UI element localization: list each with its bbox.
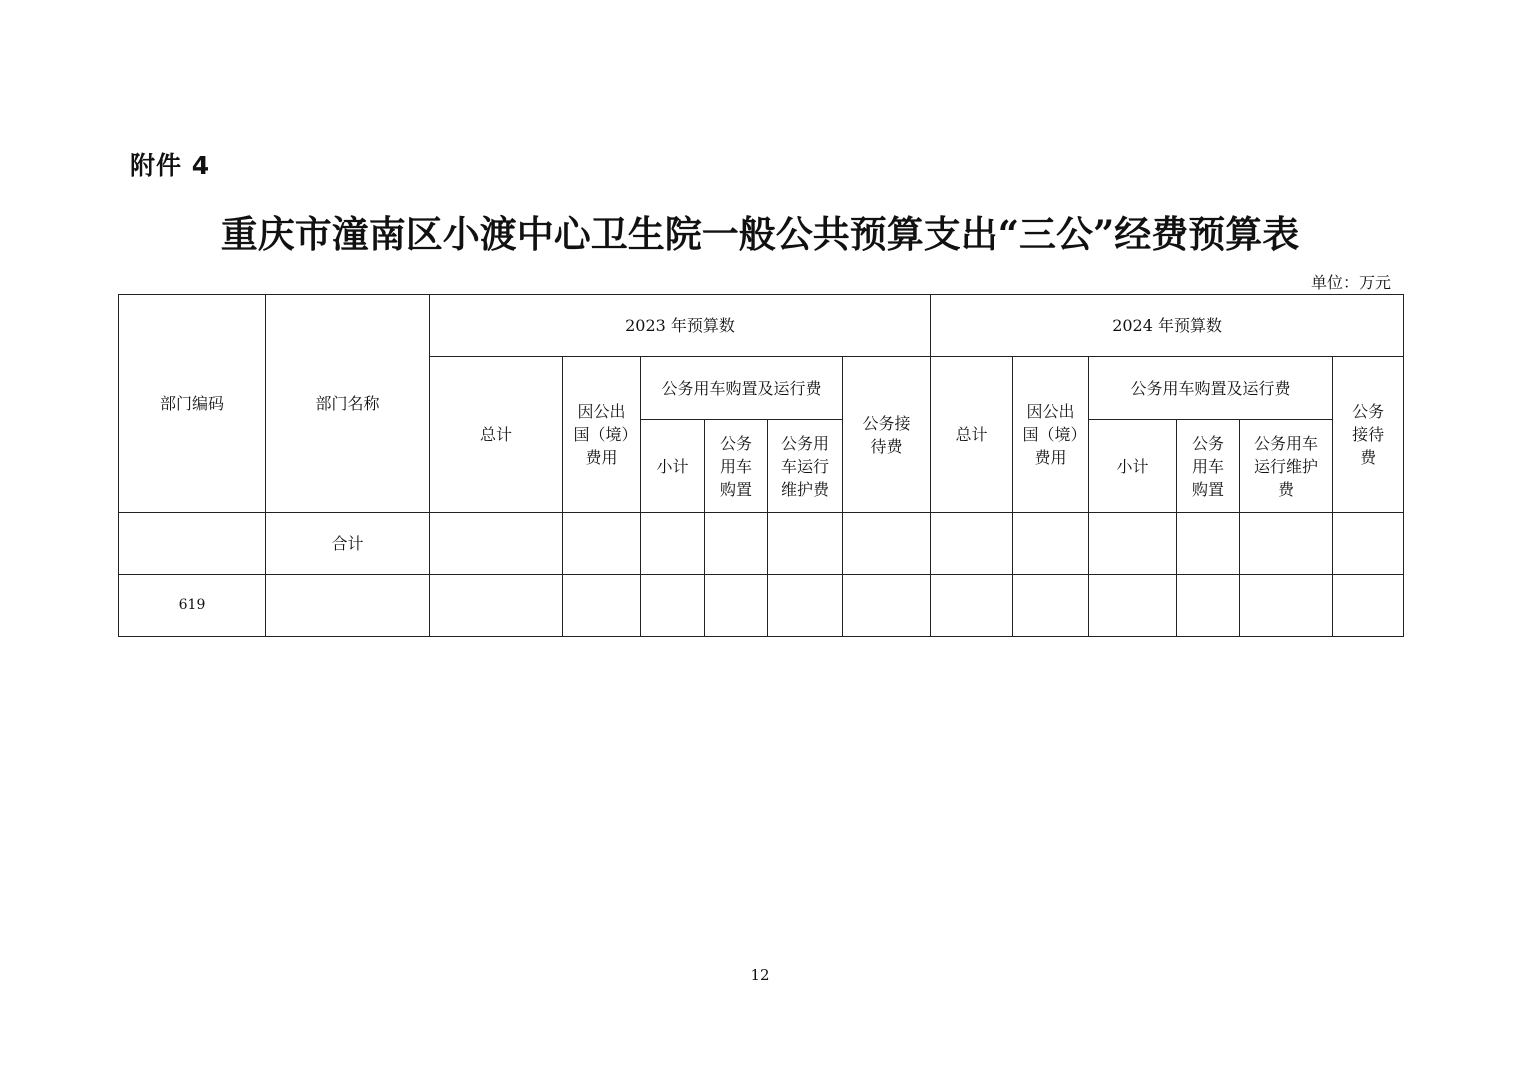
header-2024-vehicle-group: 公务用车购置及运行费 xyxy=(1089,357,1333,420)
header-2024-budget: 2024 年预算数 xyxy=(931,295,1404,357)
table-row xyxy=(119,513,1404,575)
page-title: 重庆市潼南区小渡中心卫生院一般公共预算支出“三公”经费预算表 xyxy=(220,212,1300,256)
header-2023-budget: 2023 年预算数 xyxy=(430,295,931,357)
unit-label: 单位：万元 xyxy=(1310,273,1391,292)
header-2024-total: 总计 xyxy=(931,357,1013,513)
header-2024-abroad: 因公出国（境）费用 xyxy=(1013,357,1089,513)
header-2023-reception: 公务接待费 xyxy=(843,357,931,513)
header-2023-total: 总计 xyxy=(430,357,563,513)
header-2023-vehicle-maintenance: 公务用车运行维护费 xyxy=(768,420,843,513)
attachment-label: 附件 4 xyxy=(130,151,211,180)
header-2024-vehicle-maintenance: 公务用车运行维护费 xyxy=(1240,420,1333,513)
row-name xyxy=(266,575,430,637)
row-code: 619 xyxy=(119,575,266,637)
row-name: 合计 xyxy=(266,513,430,575)
page-number: 12 xyxy=(750,966,770,984)
header-2023-abroad: 因公出国（境）费用 xyxy=(563,357,641,513)
header-2024-vehicle-purchase: 公务用车购置 xyxy=(1177,420,1240,513)
header-2023-vehicle-group: 公务用车购置及运行费 xyxy=(641,357,843,420)
budget-table xyxy=(118,294,1404,637)
header-2023-subtotal: 小计 xyxy=(641,420,705,513)
header-dept-code: 部门编码 xyxy=(119,295,266,513)
header-2024-subtotal: 小计 xyxy=(1089,420,1177,513)
row-code xyxy=(119,513,266,575)
header-2023-vehicle-purchase: 公务用车购置 xyxy=(705,420,768,513)
header-dept-name: 部门名称 xyxy=(266,295,430,513)
header-2024-reception: 公务接待费 xyxy=(1333,357,1404,513)
table-row xyxy=(119,575,1404,637)
